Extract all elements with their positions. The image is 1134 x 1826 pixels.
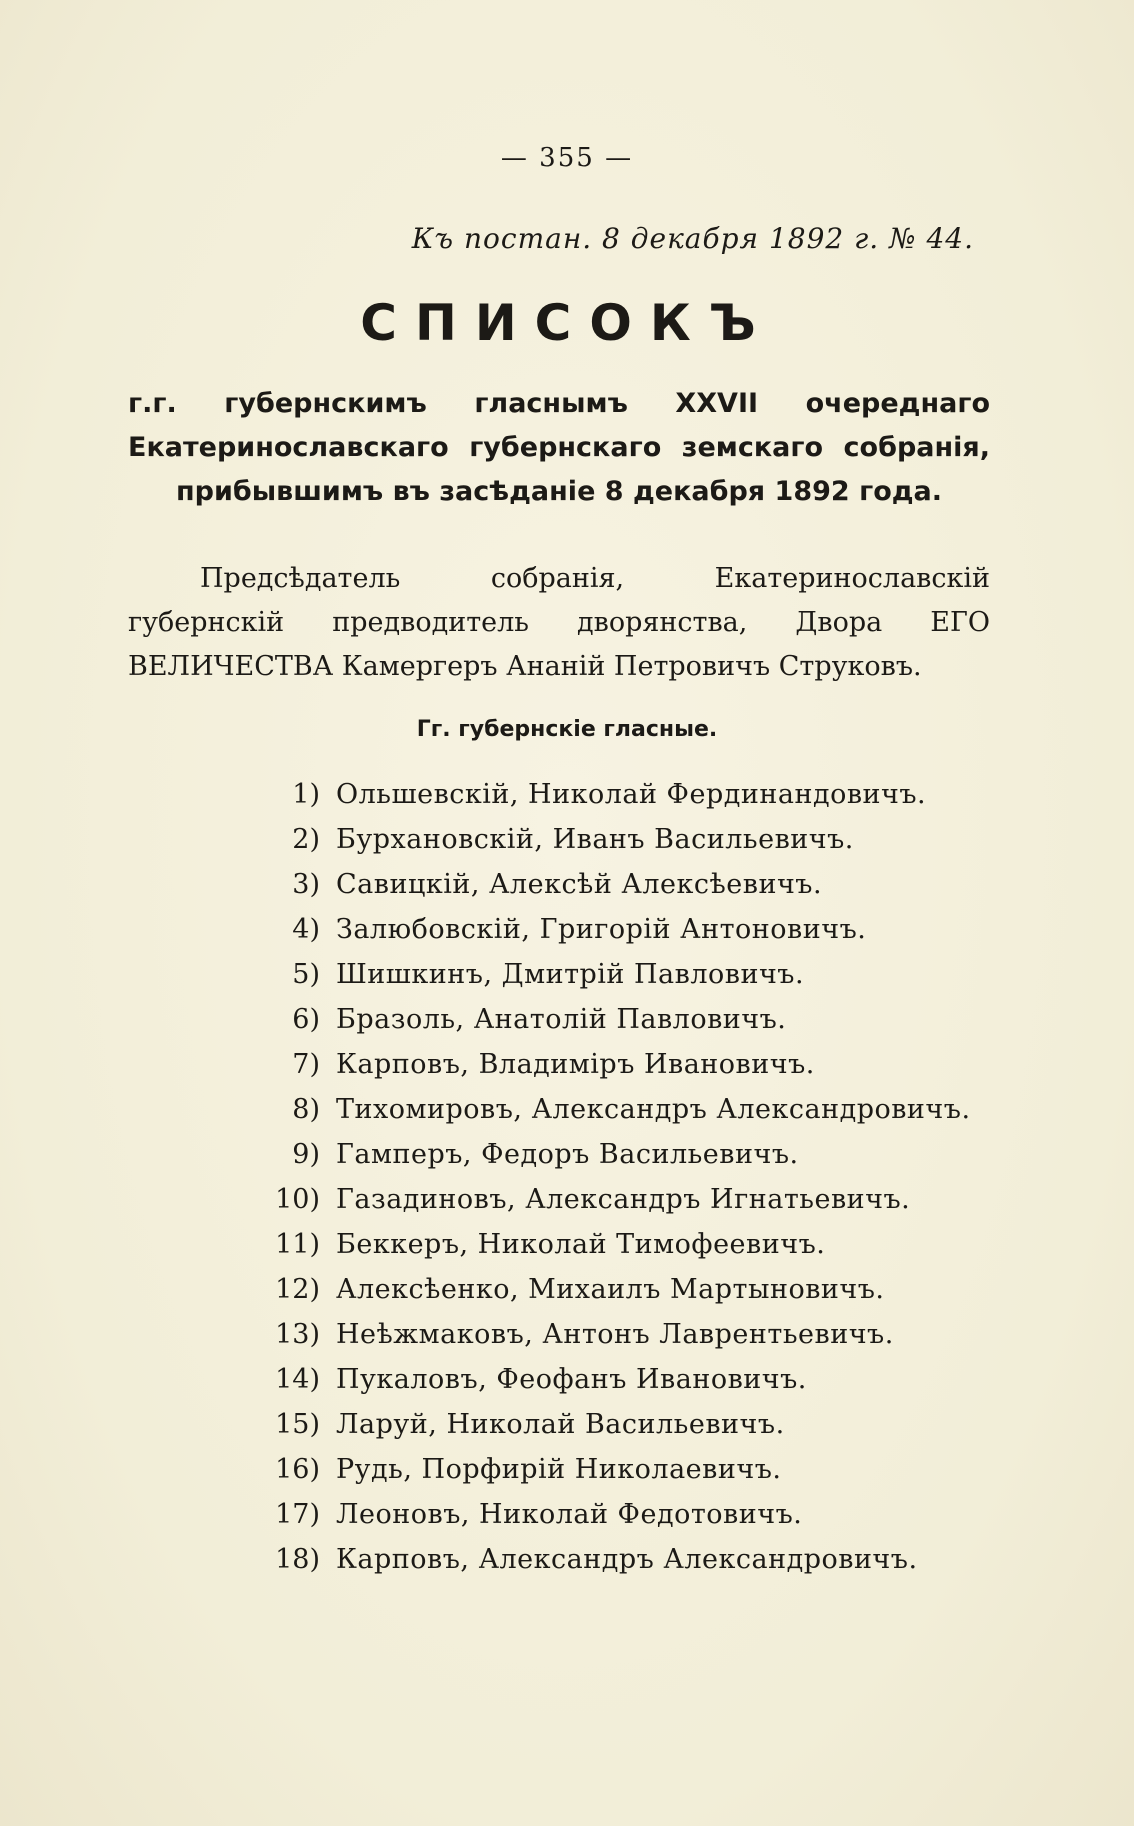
member-name: Ларуй, Николай Васильевичъ. <box>336 1409 785 1440</box>
document-subtitle: г.г. губернскимъ гласнымъ XXVII очереднаго Екатеринославскаго губернскаго земскаго собранія, прибывшимъ въ засѣданіе 8 декабря 1892 года. <box>128 388 990 507</box>
member-name: Бурхановскій, Иванъ Васильевичъ. <box>336 824 854 855</box>
item-number: 4) <box>292 914 320 945</box>
list-item <box>240 1267 1000 1312</box>
list-item <box>240 1492 1000 1537</box>
item-number: 8) <box>292 1094 320 1125</box>
list-item <box>240 1042 1000 1087</box>
member-name: Тихомировъ, Александръ Александровичъ. <box>336 1094 971 1125</box>
list-item <box>240 1402 1000 1447</box>
list-item <box>240 1222 1000 1267</box>
item-number: 18) <box>275 1544 320 1575</box>
chairman-paragraph: Предсѣдатель собранія, Екатеринославскій губернскій предводитель дворянства, Двора ЕГО ВЕЛИЧЕСТВА Камергеръ Ананій Петровичъ Струковъ. <box>128 563 990 682</box>
member-name: Карповъ, Александръ Александровичъ. <box>336 1544 918 1575</box>
item-number: 14) <box>275 1364 320 1395</box>
list-item <box>240 862 1000 907</box>
item-number: 9) <box>292 1139 320 1170</box>
members-list <box>240 772 1000 1582</box>
item-number: 16) <box>275 1454 320 1485</box>
item-number: 1) <box>292 779 320 810</box>
list-item <box>240 1537 1000 1582</box>
member-name: Леоновъ, Николай Федотовичъ. <box>336 1499 803 1530</box>
item-number: 11) <box>275 1229 320 1260</box>
list-item <box>240 1357 1000 1402</box>
item-number: 10) <box>275 1184 320 1215</box>
member-name: Савицкій, Алексѣй Алексѣевичъ. <box>336 869 823 900</box>
member-name: Ольшевскій, Николай Фердинандовичъ. <box>336 779 927 810</box>
list-item <box>240 997 1000 1042</box>
list-item <box>240 1312 1000 1357</box>
list-item <box>240 907 1000 952</box>
member-name: Алексѣенко, Михаилъ Мартыновичъ. <box>336 1274 885 1305</box>
list-item <box>240 1087 1000 1132</box>
item-number: 7) <box>292 1049 320 1080</box>
list-item <box>240 1447 1000 1492</box>
member-name: Гамперъ, Федоръ Васильевичъ. <box>336 1139 799 1170</box>
resolution-reference: Къ постан. 8 декабря 1892 г. № 44. <box>411 222 974 255</box>
member-name: Шишкинъ, Дмитрій Павловичъ. <box>336 959 805 990</box>
list-item <box>240 952 1000 997</box>
item-number: 3) <box>292 869 320 900</box>
member-name: Залюбовскій, Григорій Антоновичъ. <box>336 914 867 945</box>
member-name: Неѣжмаковъ, Антонъ Лаврентьевичъ. <box>336 1319 894 1350</box>
item-number: 12) <box>275 1274 320 1305</box>
page-number: — 355 — <box>500 143 634 173</box>
member-name: Газадиновъ, Александръ Игнатьевичъ. <box>336 1184 911 1215</box>
member-name: Беккеръ, Николай Тимофеевичъ. <box>336 1229 826 1260</box>
member-name: Рудь, Порфирій Николаевичъ. <box>336 1454 782 1485</box>
item-number: 5) <box>292 959 320 990</box>
list-item <box>240 817 1000 862</box>
list-heading: Гг. губернскіе гласные. <box>416 717 718 742</box>
list-item <box>240 1177 1000 1222</box>
member-name: Бразоль, Анатолій Павловичъ. <box>336 1004 787 1035</box>
document-title: СПИСОКЪ <box>360 294 774 352</box>
member-name: Карповъ, Владиміръ Ивановичъ. <box>336 1049 815 1080</box>
item-number: 2) <box>292 824 320 855</box>
item-number: 13) <box>275 1319 320 1350</box>
item-number: 15) <box>275 1409 320 1440</box>
list-item <box>240 772 1000 817</box>
item-number: 6) <box>292 1004 320 1035</box>
list-item <box>240 1132 1000 1177</box>
member-name: Пукаловъ, Феофанъ Ивановичъ. <box>336 1364 807 1395</box>
item-number: 17) <box>275 1499 320 1530</box>
